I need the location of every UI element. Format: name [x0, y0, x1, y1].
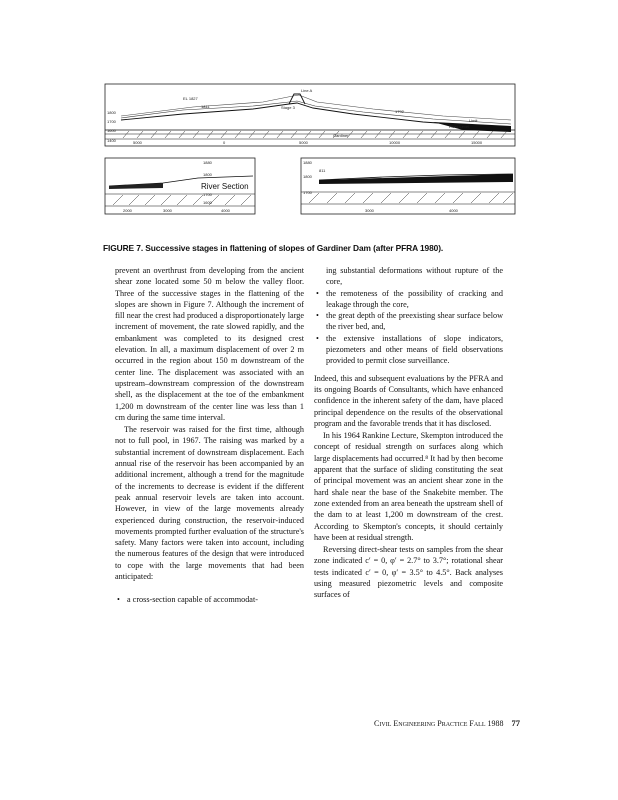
elev-1600: 1600 — [107, 128, 116, 133]
sta-15000: 15000 — [471, 140, 483, 145]
bullet-icon: • — [316, 311, 319, 321]
label-1792: 1792 — [395, 109, 404, 114]
bottom-right-panel-frame — [301, 158, 515, 214]
bl-sta-2000: 2000 — [123, 208, 132, 213]
paragraph-1: prevent an overthrust from developing from the ancient shear zone located some 50 m below the valley floor. Three of the successive stages in the flattening of the slopes are shown in Figure 7. Although the increment of fill near the crest had produced a disproportionately large increment of movement, the rate slowed rapidly, and the embankment was completed to its designed crest elevation. In all, a maximum displacement of over 2 m occurred in the region about 150 m downstream of the center line. The displacement was associated with an upstream–downstream compression of the downstream shell, as the displacement at the toe of the embankment 1,200 m downstream of the center line was less than 1 cm during the same time interval. — [115, 266, 304, 422]
bl-elev-1800: 1800 — [203, 172, 212, 177]
label-river-level: River Level — [449, 124, 470, 129]
bullet-icon: • — [117, 595, 120, 605]
figure-caption: FIGURE 7. Successive stages in flattening of slopes of Gardiner Dam (after PFRA 1980). — [103, 243, 444, 253]
top-hatching — [123, 131, 507, 138]
river-section-fill — [109, 183, 163, 189]
br-elev-1880: 1880 — [303, 160, 312, 165]
stage-outline-2 — [121, 101, 511, 124]
label-1811: 1811 — [201, 104, 210, 109]
list-item: • the remoteness of the possibility of cracking and leakage through the core, — [316, 288, 503, 309]
figure-7 — [103, 82, 517, 234]
label-stage-3: Stage 3 — [281, 105, 295, 110]
sta-0: 0 — [223, 140, 226, 145]
bl-sta-4000: 4000 — [221, 208, 230, 213]
bullet-list-left — [115, 594, 304, 605]
stage-outline-3 — [121, 95, 511, 120]
bullet-icon: • — [316, 333, 319, 343]
right-column — [314, 265, 503, 601]
sta-5000-left: 5000 — [133, 140, 142, 145]
bl-elev-1600: 1600 — [203, 200, 212, 205]
br-sta-3000: 3000 — [365, 208, 374, 213]
bullet-list-right — [314, 265, 503, 367]
journal-name: Civil Engineering Practice — [374, 719, 468, 728]
list-item: • a cross-section capable of accommodat- — [117, 595, 258, 605]
label-gardiner: Gardiner — [333, 133, 349, 138]
br-label-811: 811 — [319, 168, 326, 173]
elev-1400: 1400 — [107, 138, 116, 143]
page-footer — [360, 718, 520, 728]
bl-sta-3000: 3000 — [163, 208, 172, 213]
river-section-label: River Section — [201, 182, 249, 191]
paragraph-5: Reversing direct-shear tests on samples from the shear zone indicated c′ = 0, φ′ = 2.7° to 3.7°; rotational shear tests indicated c′ = 0, φ′ = 3.5° to 4.5°. Back analyses using measured piezometric levels and composite surfaces of — [314, 545, 503, 600]
label-line-a: Line A — [301, 88, 313, 93]
list-item-continued: ing substantial deformations without rupture of the core, — [326, 266, 503, 287]
bl-hatching — [113, 195, 251, 205]
br-hatching — [309, 193, 513, 203]
list-item: • the great depth of the preexisting shear surface below the river bed, and, — [316, 311, 503, 332]
issue-date: Fall 1988 — [469, 719, 504, 728]
br-elev-1800: 1800 — [303, 174, 312, 179]
sta-10000: 10000 — [389, 140, 401, 145]
elev-1700: 1700 — [107, 119, 116, 124]
label-limit: Limit — [469, 118, 478, 123]
bl-elev-1880: 1880 — [203, 160, 212, 165]
paragraph-4: In his 1964 Rankine Lecture, Skempton introduced the concept of residual strength on surfaces along which large displacements had occurred.⁸ It had by then become apparent that the surface of sliding constituting the seat of principal movement was an ancient shear zone in the hard shale near the base of the Snakebite member. The zone extended from an area beneath the upstream shell of the dam to at least 1,200 m downstream of the crest. According to Skempton's concepts, it should certainly have been at residual strength. — [314, 431, 503, 542]
bl-elev-1700: 1700 — [203, 192, 212, 197]
page-number: 77 — [511, 718, 520, 728]
bullet-icon: • — [316, 288, 319, 298]
paragraph-2: The reservoir was raised for the first time, although not to full pool, in 1967. The raising was marked by a substantial increment of downstream displacement. Each annual rise of the reservoir has been accompanied by an additional increment, although a trend for the magnitude of the increments to decrease is evident if the different peak annual reservoir levels are taken into account. However, in view of the large movements already experienced during construction, the reservoir-induced movements prompted further evaluation of the structure's safety. Many factors were taken into account, including the numerous features of the design that were introduced to cope with the large movements that had been anticipated: — [115, 425, 304, 582]
sta-5000: 5000 — [299, 140, 308, 145]
list-item: • the extensive installations of slope indicators, piezometers and other means of field observations provided to permit close surveillance. — [316, 333, 503, 366]
label-el-1827: EL 1827 — [183, 96, 198, 101]
br-elev-1700: 1700 — [303, 190, 312, 195]
br-sta-4000: 4000 — [449, 208, 458, 213]
left-column — [115, 265, 304, 606]
dam-section-drawing — [103, 82, 517, 234]
top-panel-frame — [105, 84, 515, 146]
paragraph-3: Indeed, this and subsequent evaluations by the PFRA and its ongoing Boards of Consultants, which have enhanced confidence in the inherent safety of the dam, have placed principal dependence on the results of the observational program and the favorable trends that it has disclosed. — [314, 373, 503, 428]
elev-1800: 1800 — [107, 110, 116, 115]
